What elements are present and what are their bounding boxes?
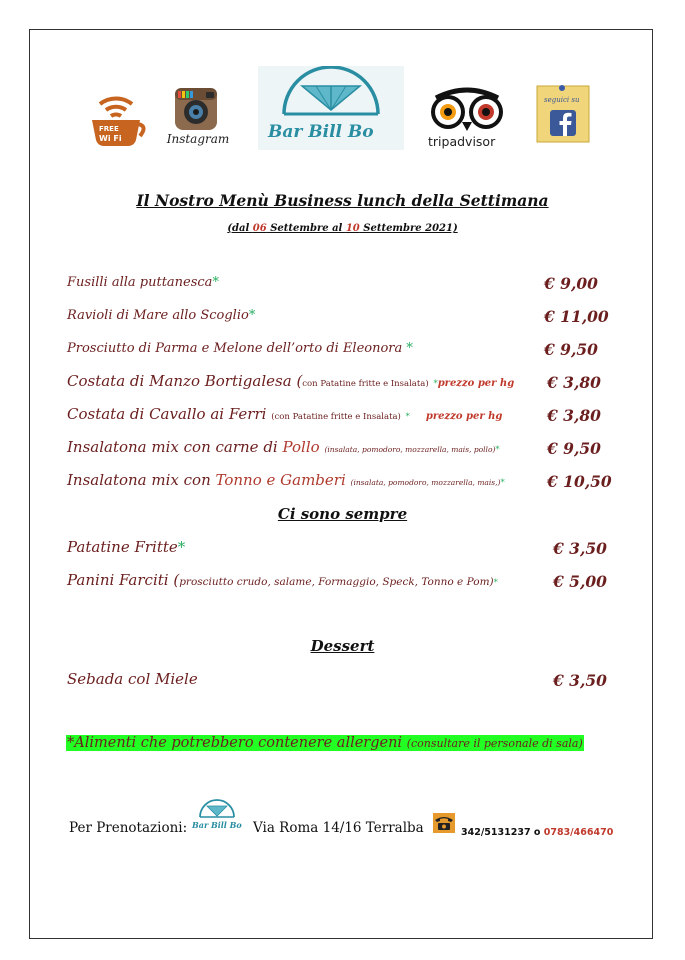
menu-item-price: € 9,50 [544,340,598,359]
logo-text: Bar Bill Bo [268,122,374,142]
allergen-note: *Alimenti che potrebbero contenere allergeni (consultare il personale di sala) [67,735,583,751]
menu-item-price: € 3,50 [553,539,607,558]
menu-item: Sebada col Miele [67,670,198,688]
phone-numbers: 342/5131237 o 0783/466470 [461,827,614,838]
menu-item: Panini Farciti (prosciutto crudo, salame, Formaggio, Speck, Tonno e Pom)* [67,571,498,589]
menu-item-price: € 10,50 [547,472,612,491]
menu-item: Costata di Manzo Bortigalesa (con Patatine fritte e Insalata) *prezzo per hg [67,372,515,390]
menu-item: Prosciutto di Parma e Melone dell’orto di Eleonora * [67,341,413,356]
menu-item: Fusilli alla puttanesca* [67,275,219,290]
menu-item-price: € 11,00 [544,307,609,326]
instagram-icon [166,86,230,152]
menu-item-price: € 5,00 [553,572,607,591]
section-title-always: Ci sono sempre [277,505,408,523]
free-wifi-icon [88,86,148,150]
page-title: Il Nostro Menù Business lunch della Settimana [136,191,549,210]
wifi-label-1: FREE [99,125,119,133]
menu-item-price: € 3,50 [553,671,607,690]
menu-item: Insalatona mix con Tonno e Gamberi (insalata, pomodoro, mozzarella, mais,)* [67,471,505,489]
wifi-label-2: Wi Fi [99,134,122,143]
reservation-label: Per Prenotazioni: [69,820,188,836]
menu-item-price: € 9,50 [547,439,601,458]
menu-item: Ravioli di Mare allo Scoglio* [67,308,256,323]
facebook-label: seguici su [544,96,580,104]
section-title-dessert: Dessert [310,637,375,655]
footer-logo [188,797,246,833]
menu-item-price: € 3,80 [547,373,601,392]
address: Via Roma 14/16 Terralba [253,820,424,836]
menu-item: Patatine Fritte* [67,538,186,556]
bar-bill-bo-logo [258,66,404,150]
menu-item: Insalatona mix con carne di Pollo (insalata, pomodoro, mozzarella, mais, pollo)* [67,438,500,456]
instagram-label: Instagram [166,132,230,146]
menu-item-price: € 9,00 [544,274,598,293]
tripadvisor-icon [426,84,508,152]
menu-item-price: € 3,80 [547,406,601,425]
tripadvisor-label: tripadvisor [428,134,496,149]
menu-item: Costata di Cavallo ai Ferri (con Patatine fritte e Insalata) * prezzo per hg [67,405,503,423]
date-range: (dal 06 Settembre al 10 Settembre 2021) [227,223,458,234]
footer-logo-text: Bar Bill Bo [192,820,242,830]
phone-icon [433,813,455,833]
facebook-icon [535,84,591,144]
